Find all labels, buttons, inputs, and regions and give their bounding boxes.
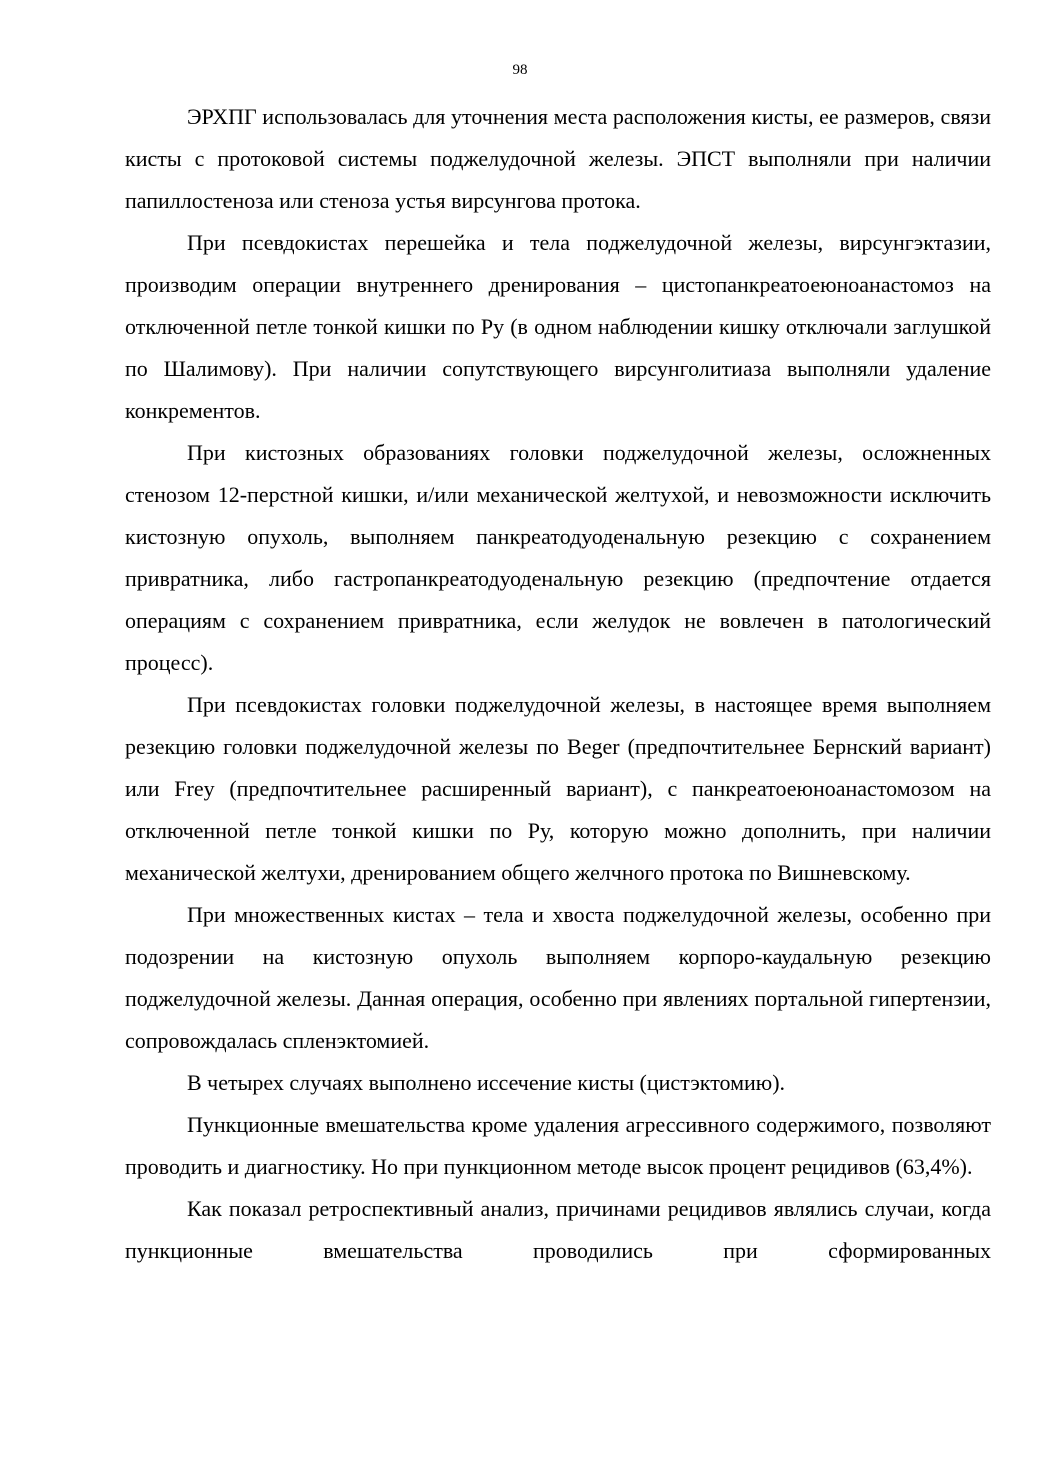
paragraph-puncture-interventions: Пункционные вмешательства кроме удаления агрессивного содержимого, позволяют проводить и диагностику. Но при пункционном методе высок процент рецидивов (63,4%).: [125, 1112, 991, 1179]
body-text: [125, 96, 991, 1272]
paragraph-multiple-cysts: При множественных кистах – тела и хвоста поджелудочной железы, особенно при подозрении на кистозную опухоль выполняем корпоро-каудальную резекцию поджелудочной железы. Данная операция, особенно при явлениях портальной гипертензии, сопровождалась спленэктомией.: [125, 902, 991, 1053]
paragraph-pseudocysts-head: При псевдокистах головки поджелудочной железы, в настоящее время выполняем резекцию головки поджелудочной железы по Beger (предпочтительнее Бернский вариант) или Frey (предпочтительнее расширенный вариант), с панкреатоеюноанастомозом на отключенной петле тонкой кишки по Ру, которую можно дополнить, при наличии механической желтухи, дренированием общего желчного протока по Вишневскому.: [125, 692, 991, 885]
page-number: 98: [512, 62, 528, 78]
paragraph-pseudocysts-isthmus-body: При псевдокистах перешейка и тела поджелудочной железы, вирсунгэктазии, производим операции внутреннего дренирования – цистопанкреатоеюноанастомоз на отключенной петле тонкой кишки по Ру (в одном наблюдении кишку отключали заглушкой по Шалимову). При наличии сопутствующего вирсунголитиаза выполняли удаление конкрементов.: [125, 230, 991, 423]
paragraph-ercp: ЭРХПГ использовалась для уточнения места расположения кисты, ее размеров, связи кисты с протоковой системы поджелудочной железы. ЭПСТ выполняли при наличии папиллостеноза или стеноза устья вирсунгова протока.: [125, 104, 991, 213]
paragraph-retrospective-analysis: Как показал ретроспективный анализ, причинами рецидивов являлись случаи, когда пункционные вмешательства проводились при сформированных: [125, 1196, 991, 1263]
paragraph-cystic-lesions-head: При кистозных образованиях головки поджелудочной железы, осложненных стенозом 12-перстной кишки, и/или механической желтухой, и невозможности исключить кистозную опухоль, выполняем панкреатодуоденальную резекцию с сохранением привратника, либо гастропанкреатодуоденальную резекцию (предпочтение отдается операциям с сохранением привратника, если желудок не вовлечен в патологический процесс).: [125, 440, 991, 675]
paragraph-cystectomy: В четырех случаях выполнено иссечение кисты (цистэктомию).: [187, 1070, 786, 1095]
